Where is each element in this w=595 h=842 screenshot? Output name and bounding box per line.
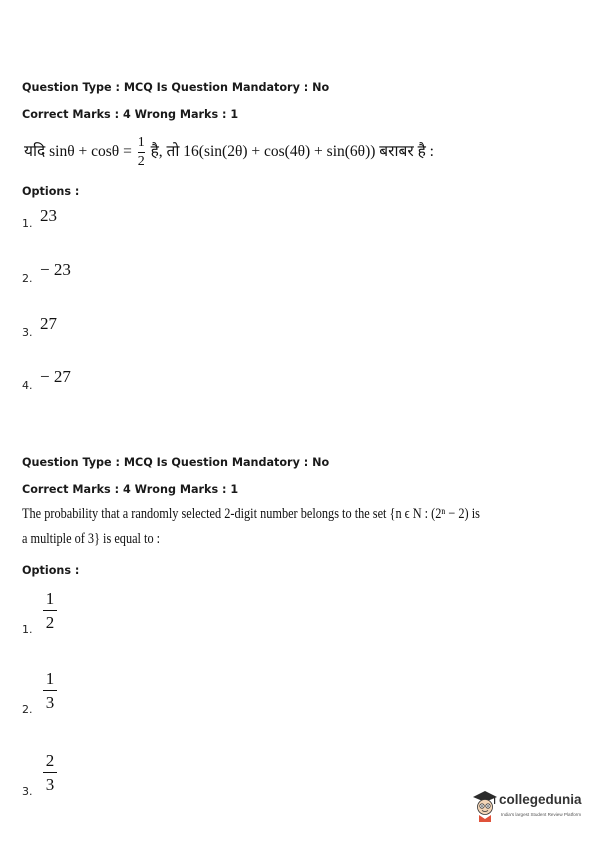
question-1-header: Question Type : MCQ Is Question Mandatory : No <box>22 81 330 94</box>
question-2-option-3-number: 3. <box>22 785 33 798</box>
question-2-option-2-denominator: 3 <box>45 693 55 712</box>
question-2-option-3-numerator: 2 <box>45 751 55 770</box>
question-2-option-1-denominator: 2 <box>45 613 55 632</box>
question-2-option-1-fraction[interactable] <box>42 590 58 631</box>
question-1-text-pre: यदि sinθ + cosθ = <box>24 143 132 161</box>
question-2-options-label: Options : <box>22 564 80 577</box>
logo-tagline: India's largest Student Review Platform <box>501 812 582 817</box>
graduate-mascot-icon <box>471 788 499 822</box>
question-1-option-2-value[interactable]: − 23 <box>40 260 71 279</box>
question-2-marks: Correct Marks : 4 Wrong Marks : 1 <box>22 483 239 496</box>
question-1-fraction-denominator: 2 <box>137 154 145 169</box>
logo-name: collegedunia <box>499 792 582 807</box>
question-1-option-1-value[interactable]: 23 <box>40 206 57 225</box>
question-1-option-1-number: 1. <box>22 217 33 230</box>
question-1-option-2-number: 2. <box>22 272 33 285</box>
collegedunia-logo <box>471 788 589 828</box>
question-2-option-1-numerator: 1 <box>45 589 55 608</box>
question-2-text-line-1: The probability that a randomly selected 2-digit number belongs to the set {n ϵ N : (2ⁿ − 2) is <box>22 506 480 522</box>
question-2-option-3-fraction[interactable] <box>42 752 58 793</box>
question-1-option-4-number: 4. <box>22 379 33 392</box>
question-1-option-4-value[interactable]: − 27 <box>40 367 71 386</box>
question-2-option-2-fraction[interactable] <box>42 670 58 711</box>
question-2-option-3-denominator: 3 <box>45 775 55 794</box>
question-1-marks: Correct Marks : 4 Wrong Marks : 1 <box>22 108 239 121</box>
question-2-text-line-2: a multiple of 3} is equal to : <box>22 531 161 547</box>
question-1-fraction-numerator: 1 <box>137 135 145 150</box>
question-2-header: Question Type : MCQ Is Question Mandatory : No <box>22 456 330 469</box>
question-2-option-2-numerator: 1 <box>45 669 55 688</box>
question-1-fraction <box>138 136 145 169</box>
question-1-option-3-number: 3. <box>22 326 33 339</box>
question-1-text <box>24 136 434 169</box>
question-2-option-1-number: 1. <box>22 623 33 636</box>
question-1-text-post: है, तो 16(sin(2θ) + cos(4θ) + sin(6θ)) बराबर है : <box>150 143 434 161</box>
question-2-option-2-number: 2. <box>22 703 33 716</box>
question-1-options-label: Options : <box>22 185 80 198</box>
question-1-option-3-value[interactable]: 27 <box>40 314 57 333</box>
